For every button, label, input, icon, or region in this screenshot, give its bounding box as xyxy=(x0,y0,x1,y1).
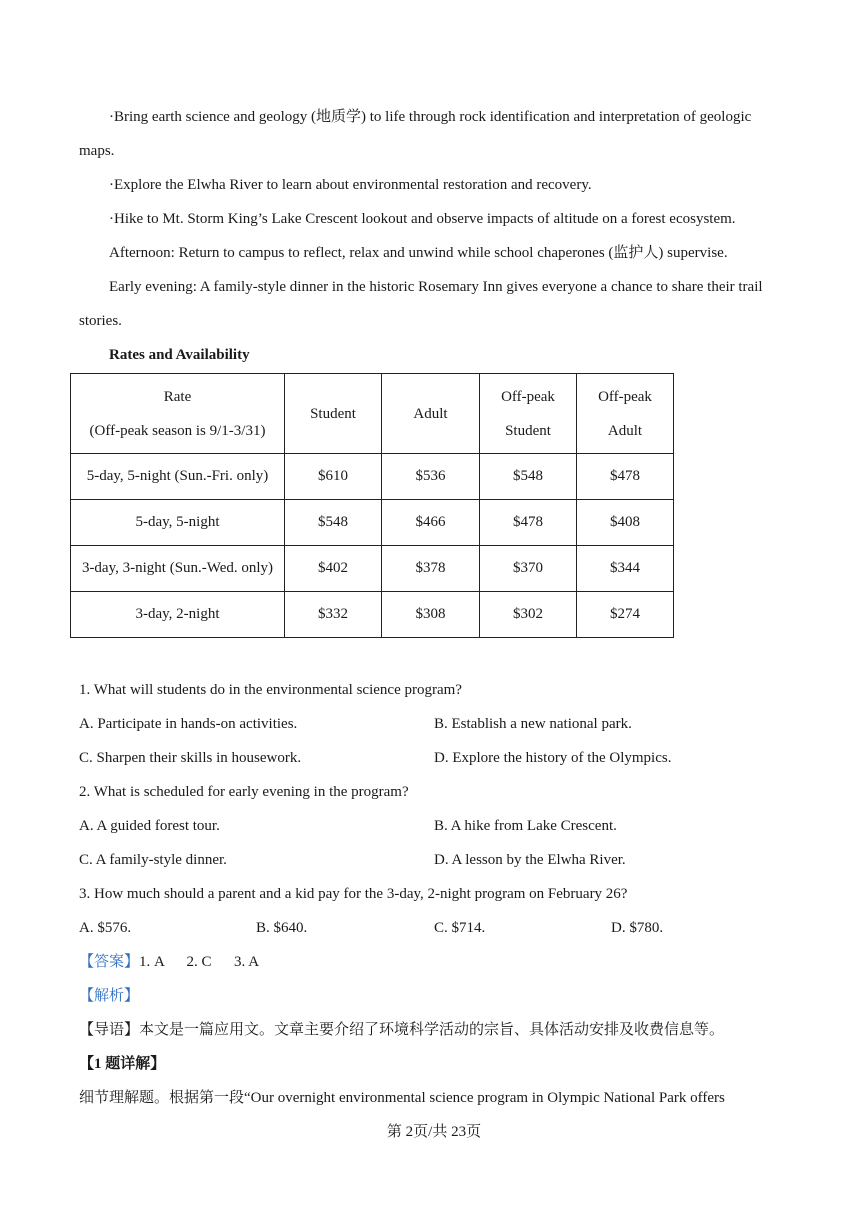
page-footer: 第 2页/共 23页 xyxy=(386,1124,482,1140)
cell-rate: 5-day, 5-night xyxy=(71,500,285,546)
question-1-option-c: C. Sharpen their skills in housework. xyxy=(79,750,302,766)
header-rate-line1: Rate xyxy=(163,388,192,405)
question-1-option-a: A. Participate in hands-on activities. xyxy=(79,716,298,732)
header-offpeak-student-line2: Student xyxy=(505,422,551,439)
question-2-option-d: D. A lesson by the Elwha River. xyxy=(434,852,626,868)
cell-offpeak-adult: $408 xyxy=(577,500,674,546)
question-3-option-a: A. $576. xyxy=(79,920,132,936)
cell-adult: $308 xyxy=(382,592,480,638)
cell-student: $548 xyxy=(285,500,382,546)
question-1: 1. What will students do in the environmental science program? xyxy=(79,682,462,698)
cell-student: $402 xyxy=(285,546,382,592)
cell-offpeak-student: $370 xyxy=(480,546,577,592)
cell-student: $332 xyxy=(285,592,382,638)
passage-afternoon: Afternoon: Return to campus to reflect, relax and unwind while school chaperones (监护人) supervise. xyxy=(109,245,728,261)
cell-rate: 5-day, 5-night (Sun.-Fri. only) xyxy=(71,454,285,500)
header-student: Student xyxy=(285,374,382,454)
table-header-row xyxy=(71,374,674,454)
cell-adult: $378 xyxy=(382,546,480,592)
table-row xyxy=(71,500,674,546)
header-offpeak-student-line1: Off-peak xyxy=(501,388,555,405)
cell-offpeak-student: $548 xyxy=(480,454,577,500)
question-2-option-c: C. A family-style dinner. xyxy=(79,852,227,868)
answer-text: 1. A 2. C 3. A xyxy=(139,954,260,970)
table-row xyxy=(71,454,674,500)
question-3: 3. How much should a parent and a kid pay for the 3-day, 2-night program on February 26? xyxy=(79,886,628,902)
passage-bullet-1: ·Bring earth science and geology (地质学) to life through rock identification and interpretation of geologic xyxy=(109,109,752,125)
header-offpeak-adult xyxy=(577,374,674,454)
cell-offpeak-adult: $344 xyxy=(577,546,674,592)
table-row xyxy=(71,592,674,638)
cell-adult: $466 xyxy=(382,500,480,546)
answer-label: 【答案】 xyxy=(79,954,140,970)
question-2-option-a: A. A guided forest tour. xyxy=(79,818,220,834)
question-2-option-b: B. A hike from Lake Crescent. xyxy=(434,818,617,834)
passage-bullet-2: ·Explore the Elwha River to learn about environmental restoration and recovery. xyxy=(109,177,592,193)
cell-rate: 3-day, 3-night (Sun.-Wed. only) xyxy=(71,546,285,592)
answer-line xyxy=(79,952,259,972)
cell-student: $610 xyxy=(285,454,382,500)
question-1-option-b: B. Establish a new national park. xyxy=(434,716,632,732)
analysis-q1-text: 细节理解题。根据第一段“Our overnight environmental science program in Olympic National Park offers xyxy=(79,1090,725,1106)
cell-offpeak-student: $478 xyxy=(480,500,577,546)
rates-heading: Rates and Availability xyxy=(109,347,250,363)
question-3-option-b: B. $640. xyxy=(256,920,308,936)
passage-evening-cont: stories. xyxy=(79,313,122,329)
passage-evening: Early evening: A family-style dinner in the historic Rosemary Inn gives everyone a chance to share their trail xyxy=(109,279,763,295)
header-adult: Adult xyxy=(382,374,480,454)
header-offpeak-student xyxy=(480,374,577,454)
header-offpeak-adult-line2: Adult xyxy=(607,422,643,439)
cell-offpeak-student: $302 xyxy=(480,592,577,638)
question-1-option-d: D. Explore the history of the Olympics. xyxy=(434,750,672,766)
question-2: 2. What is scheduled for early evening in the program? xyxy=(79,784,409,800)
analysis-intro: 【导语】本文是一篇应用文。文章主要介绍了环境科学活动的宗旨、具体活动安排及收费信息等。 xyxy=(79,1022,725,1038)
analysis-q1-heading: 【1 题详解】 xyxy=(79,1056,166,1072)
analysis-label: 【解析】 xyxy=(79,988,140,1004)
cell-adult: $536 xyxy=(382,454,480,500)
question-3-option-d: D. $780. xyxy=(611,920,664,936)
cell-rate: 3-day, 2-night xyxy=(71,592,285,638)
cell-offpeak-adult: $274 xyxy=(577,592,674,638)
question-3-option-c: C. $714. xyxy=(434,920,486,936)
passage-bullet-1-cont: maps. xyxy=(79,143,115,159)
header-offpeak-adult-line1: Off-peak xyxy=(598,388,652,405)
table-row xyxy=(71,546,674,592)
header-rate xyxy=(71,374,285,454)
passage-bullet-3: ·Hike to Mt. Storm King’s Lake Crescent lookout and observe impacts of altitude on a forest ecosystem. xyxy=(109,211,736,227)
cell-offpeak-adult: $478 xyxy=(577,454,674,500)
header-rate-line2: (Off-peak season is 9/1-3/31) xyxy=(89,422,266,439)
rates-table xyxy=(70,373,674,638)
